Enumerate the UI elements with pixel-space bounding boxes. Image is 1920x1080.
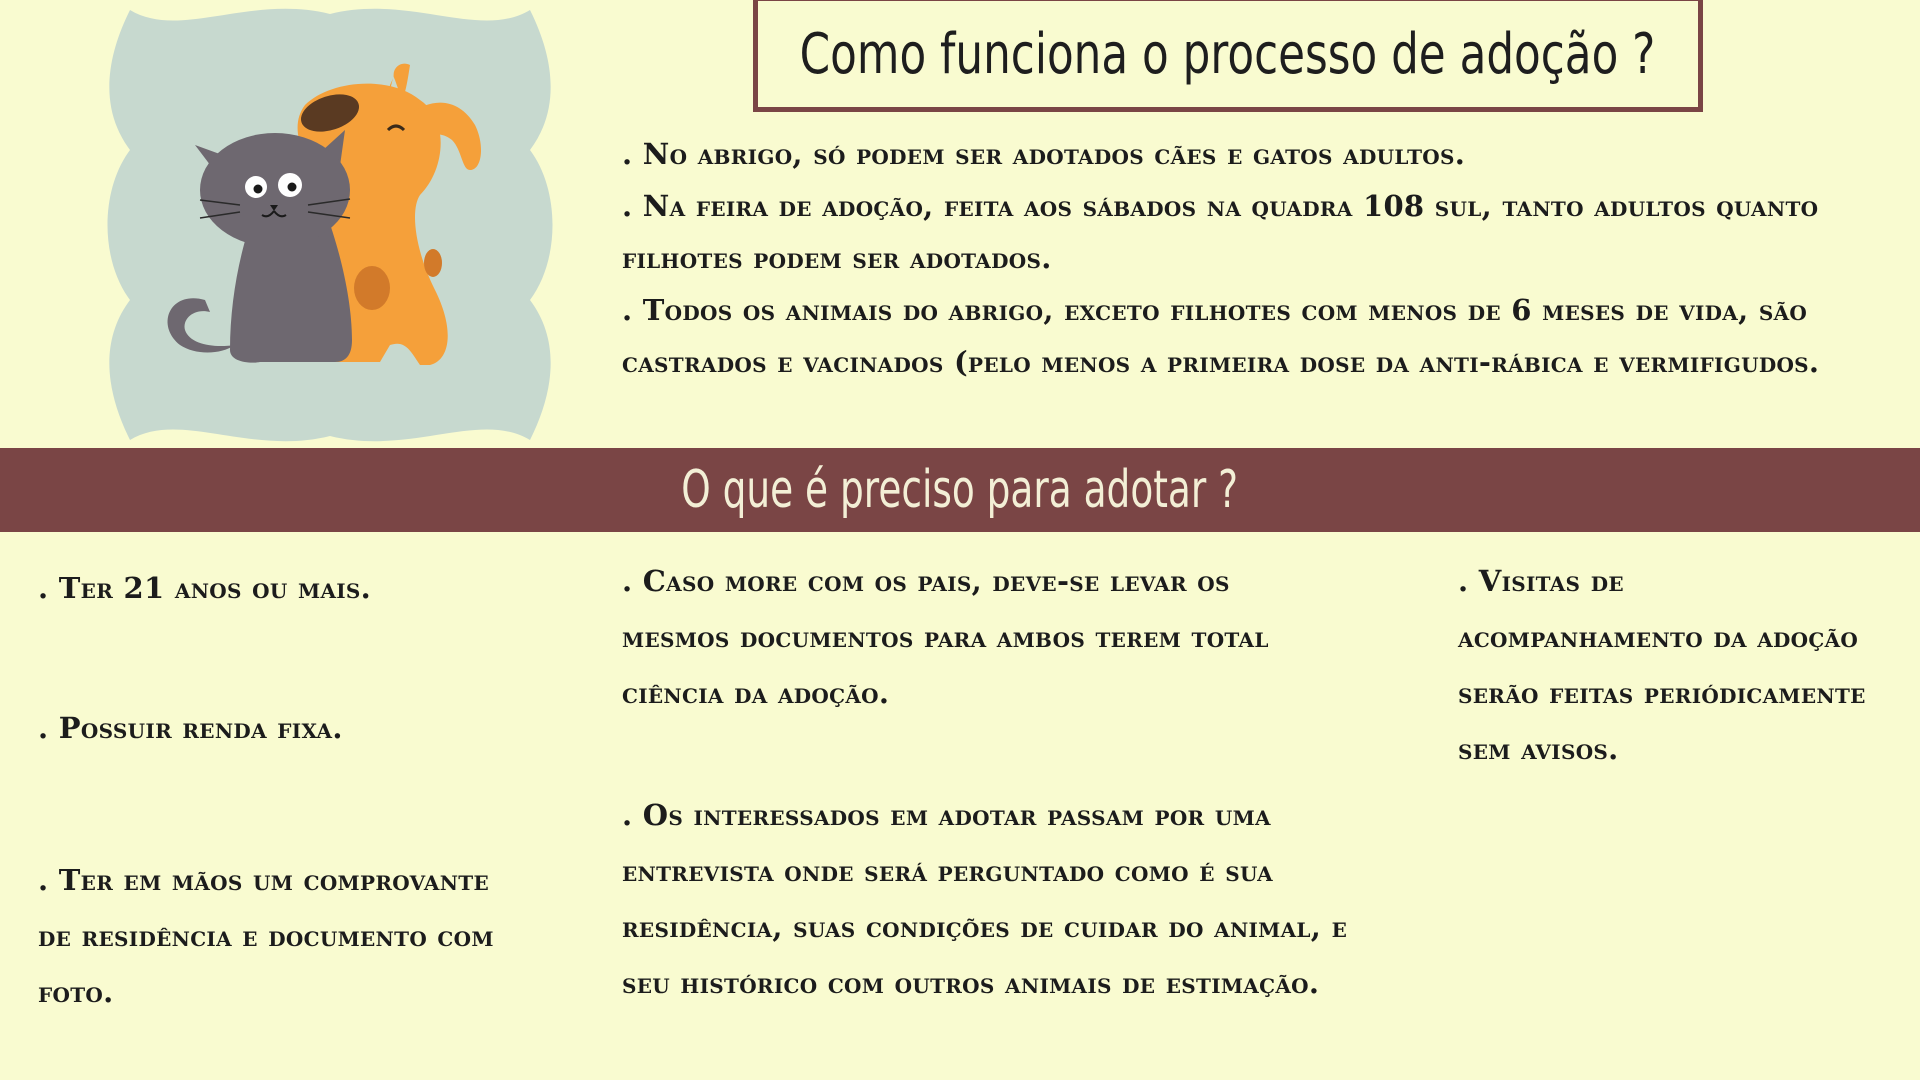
section-title: O que é preciso para adotar ? [681, 460, 1239, 520]
requirement-item: . Ter em mãos um comprovante de residência e documento com foto. [38, 863, 494, 1009]
requirement-item: . Visitas de acompanhamento da adoção serão feitas periódicamente sem avisos. [1458, 564, 1866, 766]
requirement-item: . Possuir renda fixa. [38, 711, 343, 745]
title-box [753, 0, 1703, 112]
intro-item: . Na feira de adoção, feita aos sábados na quadra 108 sul, tanto adultos quanto filhotes podem ser adotados. [622, 189, 1819, 275]
intro-item: . No abrigo, só podem ser adotados cães e gatos adultos. [622, 137, 1466, 171]
requirement-item: . Os interessados em adotar passam por uma entrevista onde será perguntado como é sua residência, suas condições de cuidar do animal, e seu histórico com outros animais de estimação. [622, 798, 1348, 1000]
section-band [0, 448, 1920, 532]
pet-illustration [90, 0, 570, 450]
requirement-item: . Caso more com os pais, deve-se levar os mesmos documentos para ambos terem total ciência da adoção. [622, 564, 1269, 710]
intro-text [622, 128, 1912, 388]
page-title: Como funciona o processo de adoção ? [800, 21, 1656, 87]
intro-item: . Todos os animais do abrigo, exceto filhotes com menos de 6 meses de vida, são castrados e vacinados (pelo menos a primeira dose da anti-rábica e vermifigudos. [622, 293, 1820, 379]
requirement-item: . Ter 21 anos ou mais. [38, 571, 372, 605]
